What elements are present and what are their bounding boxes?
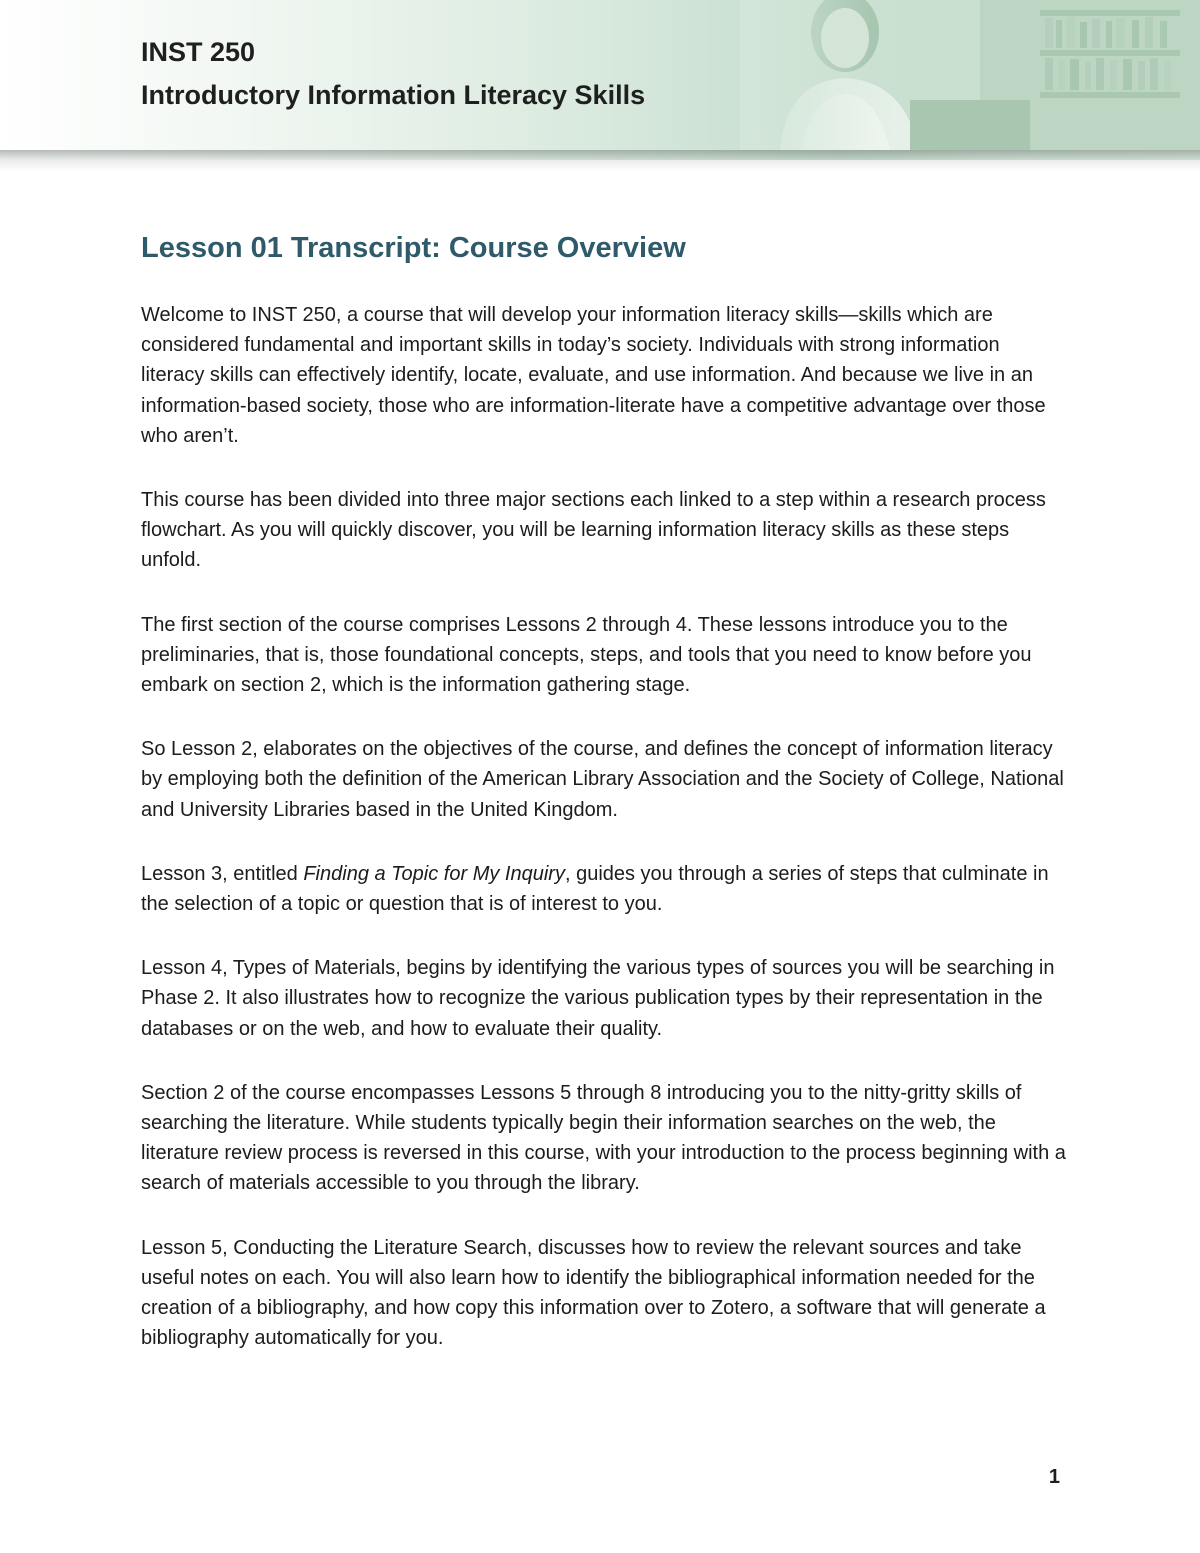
header-banner	[0, 0, 1200, 160]
paragraph-section-2: Section 2 of the course encompasses Lessons 5 through 8 introducing you to the nitty-gritty skills of searching the literature. While students typically begin their information searches on the web, the literature review process is reversed in this course, with your introduction to the process beginning with a search of materials accessible to you through the library.	[141, 1081, 1066, 1195]
paragraph-lesson-2: So Lesson 2, elaborates on the objectives of the course, and defines the concept of information literacy by employing both the definition of the American Library Association and the Society of College, National and University Libraries based in the United Kingdom.	[141, 738, 1064, 821]
lesson-3-italic-title: Finding a Topic for My Inquiry	[303, 862, 565, 885]
lesson-3-text-after: , guides you through a series of steps that culminate in the selection of a topic or question that is of interest to you.	[141, 862, 1049, 916]
paragraph-first-section: The first section of the course comprises Lessons 2 through 4. These lessons introduce you to the preliminaries, that is, those foundational concepts, steps, and tools that you need to know before you embark on section 2, which is the information gathering stage.	[141, 613, 1032, 697]
paragraph-welcome: Welcome to INST 250, a course that will develop your information literacy skills—skills which are considered fundamental and important skills in today’s society. Individuals with strong information literacy skills can effectively identify, locate, evaluate, and use information. And because we live in an information-based society, those who are information-literate have a competitive advantage over those who aren’t.	[141, 304, 1046, 447]
paragraph-lesson-5: Lesson 5, Conducting the Literature Search, discusses how to review the relevant sources and take useful notes on each. You will also learn how to identify the bibliographical information needed for the creation of a bibliography, and how copy this information over to Zotero, a software that will generate a bibliography automatically for you.	[141, 1236, 1046, 1350]
header-divider-shadow	[0, 150, 1200, 172]
paragraph-lesson-4: Lesson 4, Types of Materials, begins by identifying the various types of sources you will be searching in Phase 2. It also illustrates how to recognize the various publication types by their representation in the databases or on the web, and how to evaluate their quality.	[141, 957, 1055, 1040]
main-content	[141, 228, 1066, 1387]
paragraph-lesson-3	[141, 859, 1066, 919]
header-photo-image	[740, 0, 1200, 150]
lesson-3-text-before: Lesson 3, entitled	[141, 862, 304, 885]
paragraph-course-sections: This course has been divided into three major sections each linked to a step within a research process flowchart. As you will quickly discover, you will be learning information literacy skills as these steps unfold.	[141, 489, 1046, 572]
course-code: INST 250	[141, 37, 256, 67]
page-number: 1	[1048, 1466, 1060, 1488]
header-text	[141, 36, 645, 111]
lesson-title: Lesson 01 Transcript: Course Overview	[141, 232, 686, 264]
course-title: Introductory Information Literacy Skills	[141, 80, 646, 110]
